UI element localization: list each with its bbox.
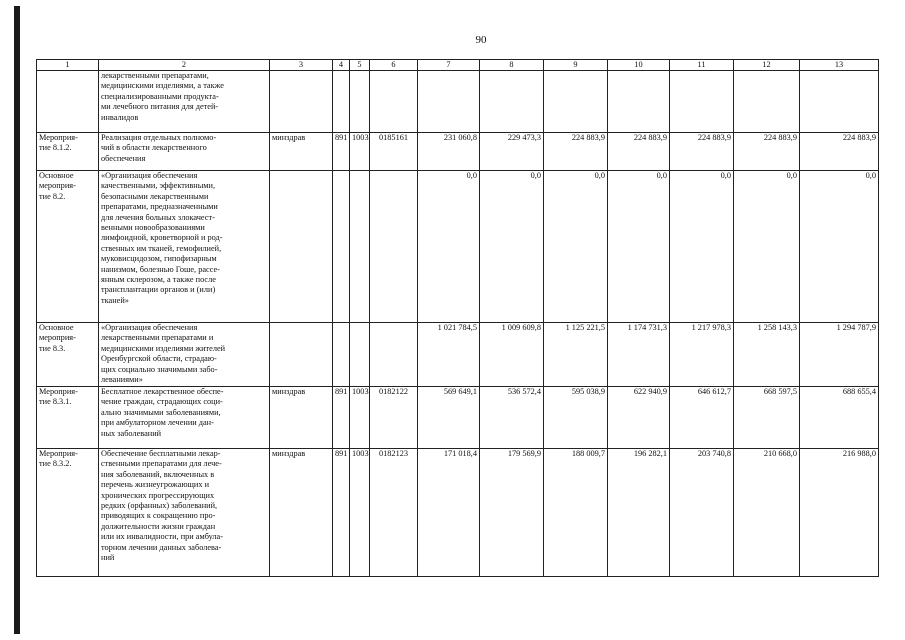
amount-cell: 229 473,3 bbox=[480, 133, 544, 171]
item-code-cell-line: Основное bbox=[39, 171, 74, 180]
amount-cell: 688 655,4 bbox=[800, 387, 879, 449]
item-code-cell bbox=[37, 323, 99, 387]
ministry-code-cell: 891 bbox=[333, 387, 350, 449]
amount-cell bbox=[608, 71, 670, 133]
amount-cell: 171 018,4 bbox=[418, 449, 480, 577]
amount-cell: 210 668,0 bbox=[734, 449, 800, 577]
target-code-cell: 0182122 bbox=[370, 387, 418, 449]
item-description-cell-line: или их инвалидности, при амбула- bbox=[101, 532, 224, 542]
table-row bbox=[37, 387, 879, 449]
item-code-cell-line: Мероприя- bbox=[39, 133, 78, 142]
amount-cell: 224 883,9 bbox=[734, 133, 800, 171]
item-description-cell-line: «Организация обеспечения bbox=[101, 171, 198, 180]
target-code-cell: 0185161 bbox=[370, 133, 418, 171]
item-code-cell-line: Основное bbox=[39, 323, 74, 332]
amount-cell: 224 883,9 bbox=[544, 133, 608, 171]
column-number: 8 bbox=[480, 60, 544, 71]
item-description-cell-line: янным склерозом, а также после bbox=[101, 275, 216, 285]
item-description-cell bbox=[99, 323, 270, 387]
amount-cell: 1 174 731,3 bbox=[608, 323, 670, 387]
item-description-cell-line: специализированными продукта- bbox=[101, 91, 219, 101]
amount-cell: 224 883,9 bbox=[670, 133, 734, 171]
item-code-cell-line: тие 8.3.2. bbox=[39, 459, 72, 469]
item-description-cell-line: лекарственными препаратами и bbox=[101, 333, 214, 343]
table-row bbox=[37, 133, 879, 171]
table-row bbox=[37, 323, 879, 387]
item-description-cell-line: Обеспечение бесплатными лекар- bbox=[101, 449, 221, 458]
item-description-cell-line: лекарственными препаратами, bbox=[101, 71, 209, 80]
amount-cell bbox=[800, 71, 879, 133]
item-description-cell bbox=[99, 133, 270, 171]
item-description-cell-line: венными новообразованиями bbox=[101, 223, 205, 233]
target-code-cell bbox=[370, 71, 418, 133]
column-number: 5 bbox=[350, 60, 370, 71]
table-body bbox=[37, 71, 879, 577]
amount-cell: 0,0 bbox=[608, 171, 670, 323]
amount-cell bbox=[670, 71, 734, 133]
section-code-cell bbox=[350, 171, 370, 323]
item-description-cell-line: редких (орфанных) заболеваний, bbox=[101, 501, 218, 511]
amount-cell bbox=[734, 71, 800, 133]
table-row bbox=[37, 71, 879, 133]
amount-cell: 1 125 221,5 bbox=[544, 323, 608, 387]
column-number: 3 bbox=[270, 60, 333, 71]
item-description-cell-line: качественными, эффективными, bbox=[101, 181, 216, 191]
item-description-cell-line: ально значимыми заболеваниями, bbox=[101, 407, 221, 417]
item-description-cell-line: тканей» bbox=[101, 295, 129, 305]
item-description-cell bbox=[99, 71, 270, 133]
amount-cell: 188 009,7 bbox=[544, 449, 608, 577]
amount-cell: 224 883,9 bbox=[608, 133, 670, 171]
section-code-cell: 1003 bbox=[350, 387, 370, 449]
amount-cell bbox=[480, 71, 544, 133]
item-description-cell-line: чий в области лекарственного bbox=[101, 143, 207, 153]
item-description-cell bbox=[99, 171, 270, 323]
item-description-cell-line: ственными препаратами для лече- bbox=[101, 459, 222, 469]
item-description-cell-line: хронических прогрессирующих bbox=[101, 490, 215, 500]
amount-cell: 224 883,9 bbox=[800, 133, 879, 171]
item-code-cell-line: мероприя- bbox=[39, 181, 76, 191]
item-description-cell-line: обеспечения bbox=[101, 153, 146, 163]
item-code-cell-line: Мероприя- bbox=[39, 387, 78, 396]
amount-cell: 179 569,9 bbox=[480, 449, 544, 577]
budget-table bbox=[36, 59, 879, 577]
item-code-cell-line: тие 8.3.1. bbox=[39, 397, 72, 407]
item-description-cell-line: медицинскими изделиями жителей bbox=[101, 343, 226, 353]
ministry-code-cell bbox=[333, 171, 350, 323]
amount-cell: 622 940,9 bbox=[608, 387, 670, 449]
item-description-cell-line: муковисцидозом, гипофизарным bbox=[101, 254, 217, 264]
item-code-cell-line: тие 8.2. bbox=[39, 191, 66, 201]
item-description-cell-line: «Организация обеспечения bbox=[101, 323, 198, 332]
ministry-code-cell: 891 bbox=[333, 449, 350, 577]
amount-cell: 231 060,8 bbox=[418, 133, 480, 171]
item-code-cell bbox=[37, 133, 99, 171]
ministry-code-cell: 891 bbox=[333, 133, 350, 171]
amount-cell: 668 597,5 bbox=[734, 387, 800, 449]
column-number: 4 bbox=[333, 60, 350, 71]
item-description-cell-line: препаратами, предназначенными bbox=[101, 202, 218, 212]
table-row bbox=[37, 171, 879, 323]
column-number: 9 bbox=[544, 60, 608, 71]
target-code-cell bbox=[370, 323, 418, 387]
item-description-cell-line: инвалидов bbox=[101, 112, 139, 122]
amount-cell: 0,0 bbox=[418, 171, 480, 323]
amount-cell: 1 217 978,3 bbox=[670, 323, 734, 387]
amount-cell bbox=[544, 71, 608, 133]
column-number: 1 bbox=[37, 60, 99, 71]
item-description-cell-line: для лечения больных злокачест- bbox=[101, 212, 215, 222]
executor-cell: минздрав bbox=[270, 387, 333, 449]
item-code-cell bbox=[37, 71, 99, 133]
item-description-cell-line: чение граждан, страдающих соци- bbox=[101, 397, 223, 407]
item-description-cell-line: леваниями» bbox=[101, 375, 143, 385]
item-description-cell bbox=[99, 449, 270, 577]
item-code-cell bbox=[37, 387, 99, 449]
item-code-cell-line: Мероприя- bbox=[39, 449, 78, 458]
executor-cell bbox=[270, 323, 333, 387]
item-description-cell-line: ных заболеваний bbox=[101, 428, 162, 438]
executor-cell: минздрав bbox=[270, 449, 333, 577]
executor-cell bbox=[270, 71, 333, 133]
amount-cell: 196 282,1 bbox=[608, 449, 670, 577]
amount-cell: 569 649,1 bbox=[418, 387, 480, 449]
amount-cell bbox=[418, 71, 480, 133]
column-number: 7 bbox=[418, 60, 480, 71]
column-number: 10 bbox=[608, 60, 670, 71]
amount-cell: 0,0 bbox=[544, 171, 608, 323]
item-code-cell-line: мероприя- bbox=[39, 333, 76, 343]
item-description-cell bbox=[99, 387, 270, 449]
target-code-cell bbox=[370, 171, 418, 323]
amount-cell: 1 258 143,3 bbox=[734, 323, 800, 387]
amount-cell: 203 740,8 bbox=[670, 449, 734, 577]
scan-edge-bar bbox=[14, 6, 20, 634]
column-number: 13 bbox=[800, 60, 879, 71]
item-description-cell-line: трансплантации органов и (или) bbox=[101, 285, 216, 295]
item-code-cell bbox=[37, 171, 99, 323]
amount-cell: 1 009 609,8 bbox=[480, 323, 544, 387]
amount-cell: 1 294 787,9 bbox=[800, 323, 879, 387]
item-code-cell-line: тие 8.3. bbox=[39, 343, 66, 353]
item-description-cell-line: приводящих к сокращению про- bbox=[101, 511, 216, 521]
item-description-cell-line: ния заболеваний, включенных в bbox=[101, 469, 215, 479]
target-code-cell: 0182123 bbox=[370, 449, 418, 577]
column-number: 11 bbox=[670, 60, 734, 71]
amount-cell: 0,0 bbox=[734, 171, 800, 323]
item-code-cell-line: тие 8.1.2. bbox=[39, 143, 72, 153]
item-description-cell-line: при амбулаторном лечении дан- bbox=[101, 418, 214, 428]
section-code-cell bbox=[350, 71, 370, 133]
item-description-cell-line: безопасными лекарственными bbox=[101, 191, 209, 201]
item-description-cell-line: перечень жизнеугрожающих и bbox=[101, 480, 210, 490]
amount-cell: 216 988,0 bbox=[800, 449, 879, 577]
item-description-cell-line: Оренбургской области, страдаю- bbox=[101, 354, 217, 364]
item-code-cell bbox=[37, 449, 99, 577]
amount-cell: 0,0 bbox=[480, 171, 544, 323]
item-description-cell-line: медицинскими изделиями, а также bbox=[101, 81, 224, 91]
table-row bbox=[37, 449, 879, 577]
amount-cell: 536 572,4 bbox=[480, 387, 544, 449]
amount-cell: 0,0 bbox=[800, 171, 879, 323]
executor-cell bbox=[270, 171, 333, 323]
item-description-cell-line: должительности жизни граждан bbox=[101, 521, 216, 531]
item-description-cell-line: ми лечебного питания для детей- bbox=[101, 102, 219, 112]
amount-cell: 595 038,9 bbox=[544, 387, 608, 449]
item-description-cell-line: ний bbox=[101, 553, 115, 563]
executor-cell: минздрав bbox=[270, 133, 333, 171]
amount-cell: 1 021 784,5 bbox=[418, 323, 480, 387]
item-description-cell-line: нанизмом, болезнью Гоше, рассе- bbox=[101, 264, 220, 274]
item-description-cell-line: торном лечении данных заболева- bbox=[101, 542, 222, 552]
section-code-cell: 1003 bbox=[350, 133, 370, 171]
item-description-cell-line: лимфоидной, кроветворной и род- bbox=[101, 233, 223, 243]
amount-cell: 646 612,7 bbox=[670, 387, 734, 449]
item-description-cell-line: Бесплатное лекарственное обеспе- bbox=[101, 387, 224, 396]
amount-cell: 0,0 bbox=[670, 171, 734, 323]
item-description-cell-line: Реализация отдельных полномо- bbox=[101, 133, 217, 142]
ministry-code-cell bbox=[333, 323, 350, 387]
section-code-cell: 1003 bbox=[350, 449, 370, 577]
column-number-row bbox=[37, 60, 879, 71]
page-number: 90 bbox=[475, 34, 487, 46]
item-description-cell-line: щих социально значимыми забо- bbox=[101, 364, 218, 374]
section-code-cell bbox=[350, 323, 370, 387]
column-number: 2 bbox=[99, 60, 270, 71]
column-number: 12 bbox=[734, 60, 800, 71]
column-number: 6 bbox=[370, 60, 418, 71]
ministry-code-cell bbox=[333, 71, 350, 133]
item-description-cell-line: ственных им тканей, гемофилией, bbox=[101, 243, 222, 253]
